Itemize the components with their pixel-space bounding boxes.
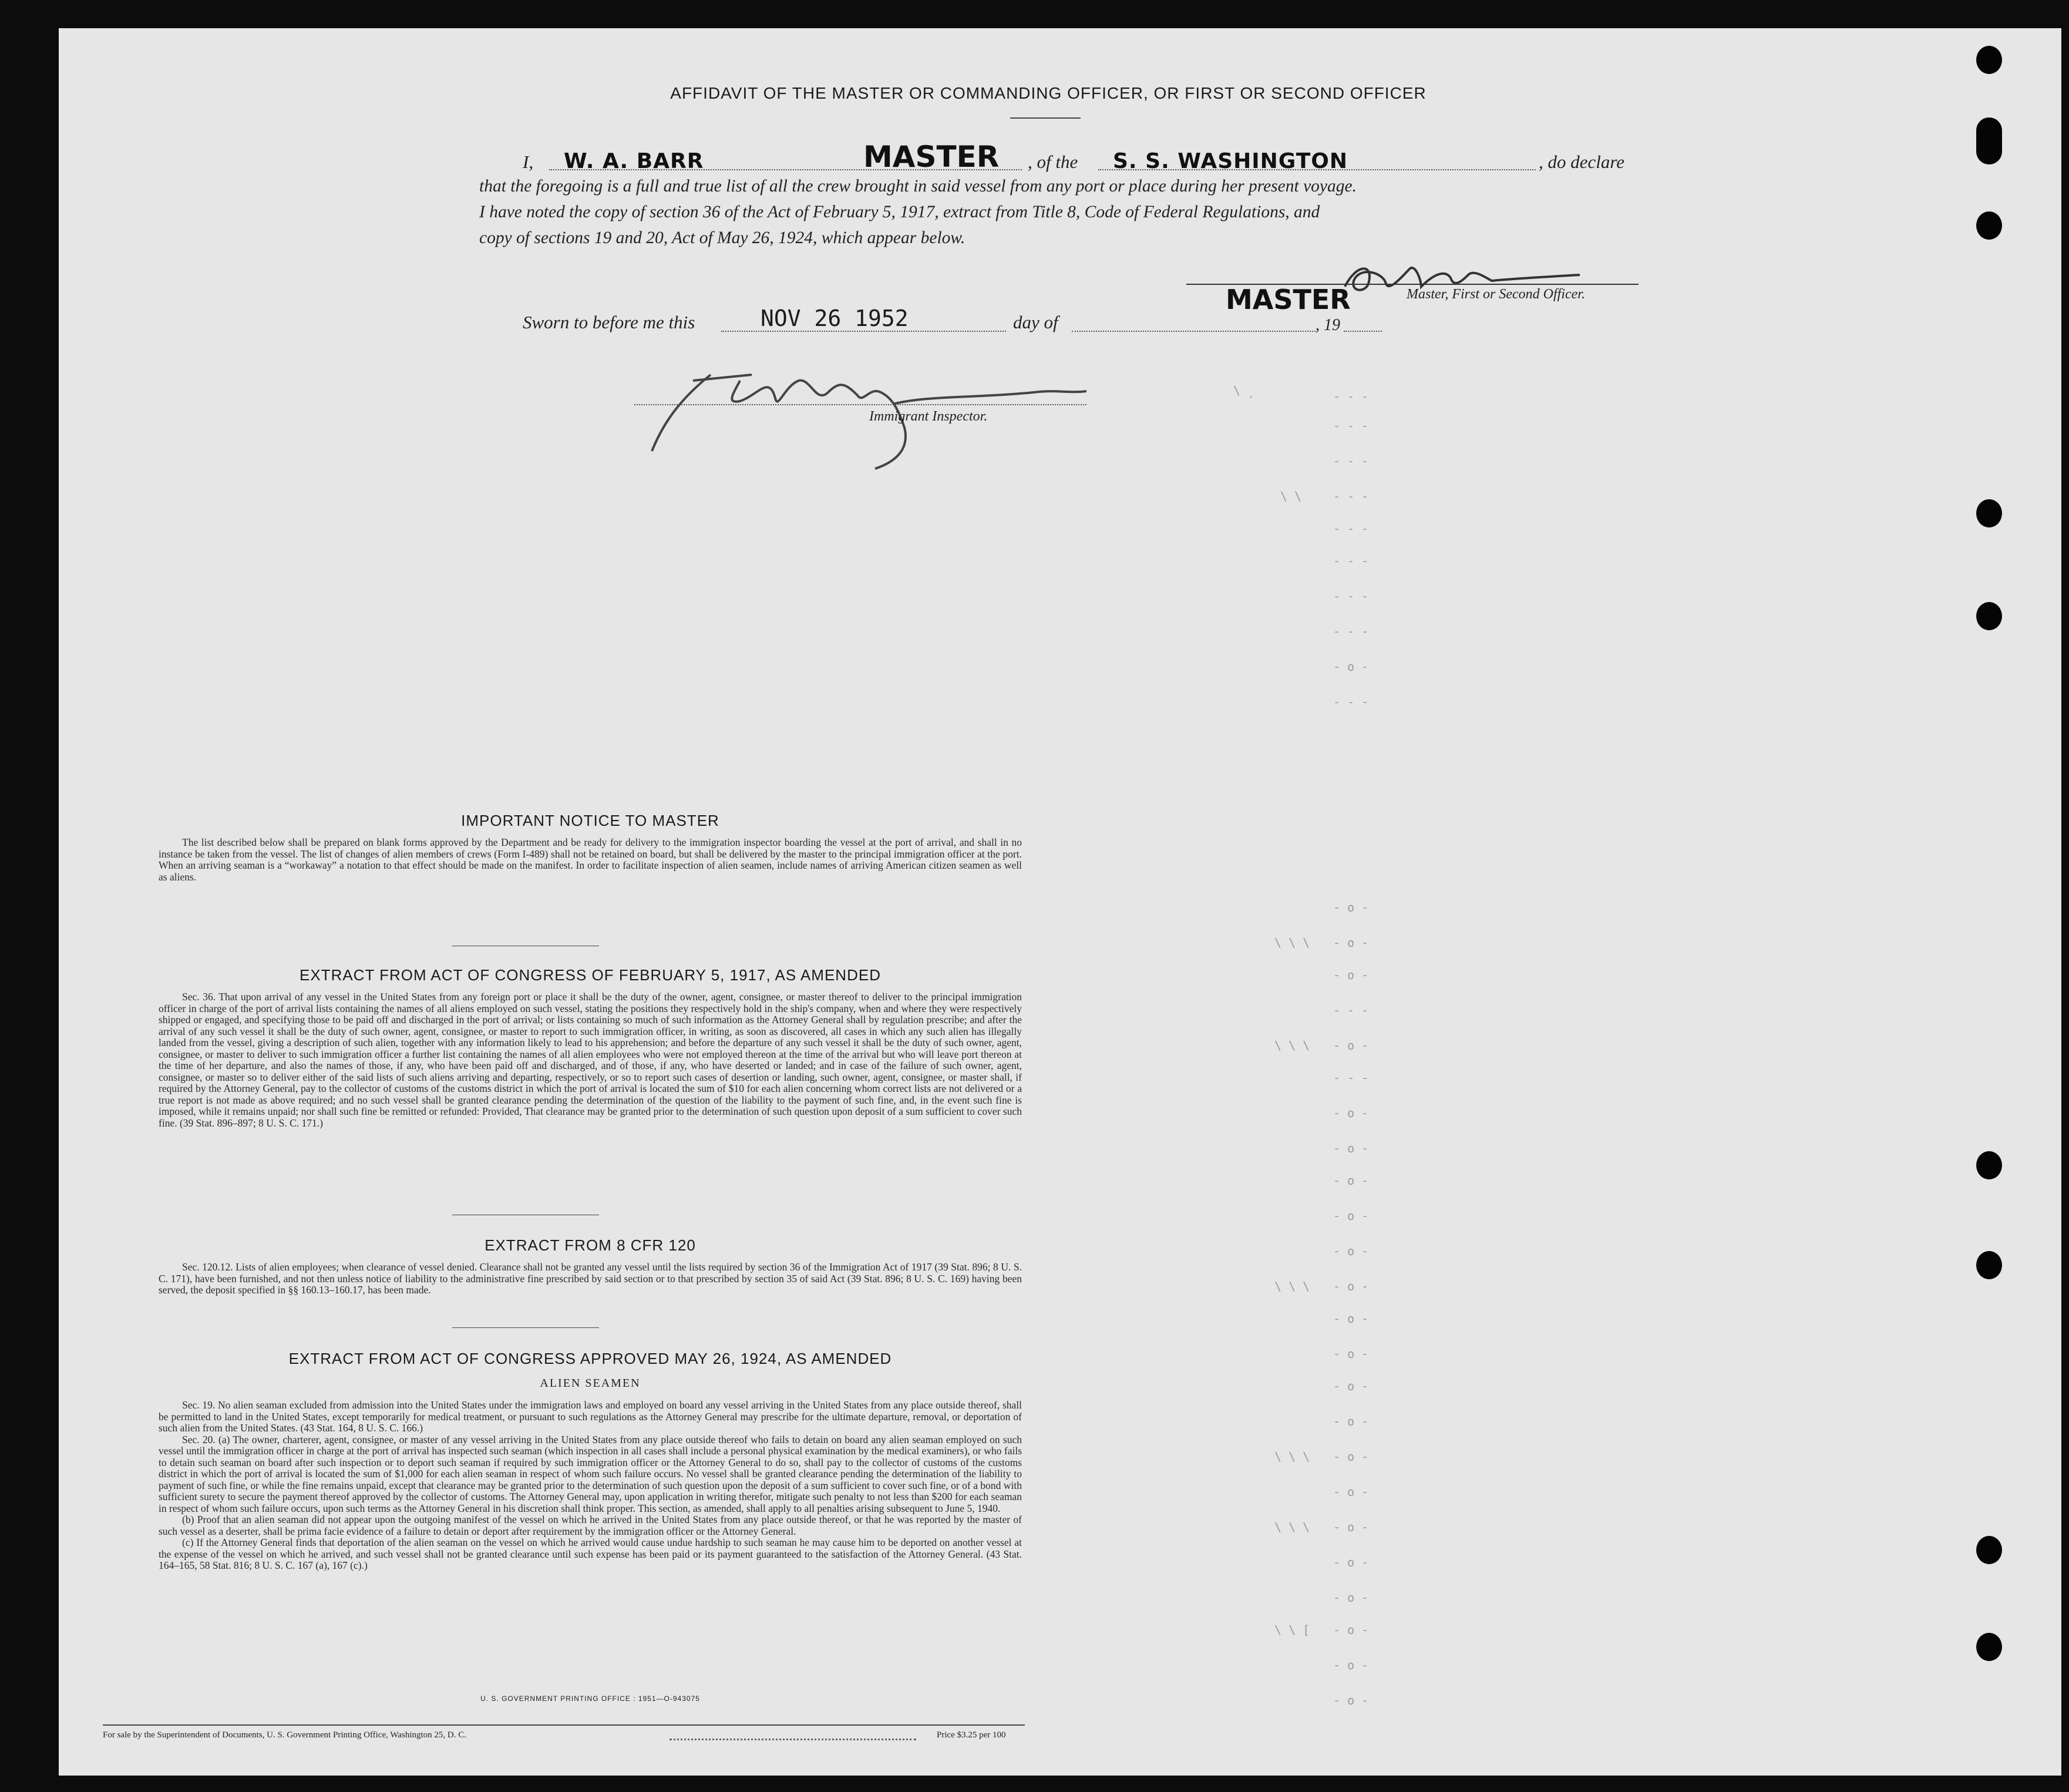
section-20c-paragraph: (c) If the Attorney General finds that deportation of the alien seaman on the vessel on which he arrived would cause undue hardship to such seaman he may cause him to be deported on another vessel at the expense of the vessel on which he arrived, and such vessel shall not be granted clearance until such expense has been paid or its payment guaranteed to the satisfaction of the Attorney General. (43 Stat. 164–165, 58 Stat. 816; 8 U. S. C. 167 (a), 167 (c).) (159, 1537, 1022, 1571)
punch-hole (1976, 117, 2002, 164)
notice-title: IMPORTANT NOTICE TO MASTER (461, 812, 719, 829)
vessel-name: S. S. WASHINGTON (1113, 149, 1348, 173)
inspector-signature (623, 339, 1104, 475)
extract-cfr-title: EXTRACT FROM 8 CFR 120 (485, 1236, 696, 1254)
signature-caption: Master, First or Second Officer. (1407, 287, 1585, 302)
extract-1917-title: EXTRACT FROM ACT OF CONGRESS OF FEBRUARY 5, 1917, AS AMENDED (300, 966, 881, 984)
sale-notice: For sale by the Superintendent of Documents, U. S. Government Printing Office, Washington 25, D. C. (103, 1730, 466, 1740)
punch-hole (1976, 1633, 2002, 1661)
extract-1924-title: EXTRACT FROM ACT OF CONGRESS APPROVED MAY 26, 1924, AS AMENDED (288, 1350, 892, 1367)
punch-hole (1976, 46, 2002, 74)
section-20b-paragraph: (b) Proof that an alien seaman did not appear upon the outgoing manifest of the vessel on which he arrived in the United States from any place outside thereof, or that he was reported by the master of such vessel as a deserter, shall be prima facie evidence of a failure to detain or deport after requirement by the immigration officer or the Attorney General. (159, 1514, 1022, 1537)
punch-hole (1976, 602, 2002, 630)
signature-rank-stamp: MASTER (1226, 284, 1351, 315)
affidavit-prefix: I, (523, 152, 534, 172)
do-declare-text: , do declare (1539, 152, 1625, 172)
section-36-paragraph: Sec. 36. That upon arrival of any vessel in the United States from any foreign port or place it shall be the duty of the owner, agent, consignee, or master thereof to deliver to the principal immigration officer in charge of the port of arrival lists containing the names of all aliens employed on such vessel, stating the positions they respectively hold in the ship's company, when and where they were respectively shipped or engaged, and specifying those to be paid off and discharged in the port of arrival; or lists containing so much of such information as the Attorney General shall by regulation prescribe; and after the arrival of any such vessel it shall be the duty of such owner, agent, consignee, or master to report to such immigration officer, in writing, as soon as discovered, all cases in which any such alien has illegally landed from the vessel, giving a description of such alien, together with any information likely to lead to his apprehension; and before the departure of any such vessel it shall be the duty of such owner, agent, consignee, or master to deliver to such immigration officer a further list containing the names of all alien employees who were not employed thereon at the time of the arrival but who will leave port thereon at the time of her departure, and also the names of those, if any, who have been paid off and discharged, and of those, if any, who have deserted or landed; and in case of the failure of such owner, agent, consignee, or master so to deliver either of the said lists of such aliens arriving and departing, respectively, or so to report such cases of desertion or landing, such owner, agent, consignee, or master shall, if required by the Attorney General, pay to the collector of customs of the customs district in which the port of arrival is located the sum of $10 for each alien concerning whom correct lists are not delivered or a true report is not made as above required; and no such vessel shall be granted clearance pending the determination of the question of the liability to the payment of such fine, and, in the event such fine is imposed, while it remains unpaid; nor shall such fine be remitted or refunded: Provided, That clearance may be granted prior to the determination of such question upon deposit of a sum sufficient to cover such fine. (39 Stat. 896–897; 8 U. S. C. 171.) (159, 991, 1022, 1129)
sworn-date-stamp: NOV 26 1952 (761, 305, 909, 331)
title-divider (1010, 117, 1081, 119)
punch-hole (1976, 211, 2002, 240)
price-notice: Price $3.25 per 100 (937, 1730, 1006, 1740)
section-20a-paragraph: Sec. 20. (a) The owner, charterer, agent, consignee, or master of any vessel arriving in the United States from any place outside thereof who fails to detain on board any alien seaman employed on such vessel until the immigration officer in charge at the port of arrival has inspected such seaman (which inspection in all cases shall include a personal physical examination by the medical examiners), or who fails to detain such seaman on board after such inspection or to deport such seaman if required by such immigration officer or the Attorney General to do so, shall pay to the collector of customs of the customs district in which the port of arrival is located the sum of $1,000 for each alien seaman in respect of whom such failure occurs. No vessel shall be granted clearance pending the determination of the liability to payment of such fine, or while the fine remains unpaid, except that clearance may be granted prior to the determination of such question upon the deposit of a sum sufficient to cover such fine, or of a bond with sufficient surety to secure the payment thereof approved by the collector of customs. The Attorney General may, upon application in writing therefor, mitigate such penalty to not less than $200 for each seaman in respect of whom such failure occurs, upon such terms as the Attorney General in his discretion shall think proper. This section, as amended, shall apply to all penalties arising subsequent to June 5, 1940. (159, 1433, 1022, 1514)
punch-hole (1976, 499, 2002, 527)
affidavit-line-4: copy of sections 19 and 20, Act of May 26, 1924, which appear below. (479, 228, 965, 247)
footer-rule (103, 1724, 1025, 1726)
of-the-text: , of the (1028, 152, 1078, 172)
extract-cfr-text (159, 1262, 1022, 1296)
sale-leader-dots (670, 1739, 916, 1740)
affidavit-title: AFFIDAVIT OF THE MASTER OR COMMANDING OFFICER, OR FIRST OR SECOND OFFICER (670, 84, 1427, 102)
gpo-imprint: U. S. GOVERNMENT PRINTING OFFICE : 1951—O-943075 (480, 1695, 700, 1703)
affidavit-line-2: that the foregoing is a full and true list of all the crew brought in said vessel from any port or place during her present voyage. (479, 177, 1357, 196)
year-prefix: , 19 (1316, 316, 1340, 334)
punch-hole (1976, 1151, 2002, 1179)
divider (452, 1327, 599, 1328)
punch-hole (1976, 1536, 2002, 1564)
affidavit-line-3: I have noted the copy of section 36 of the Act of February 5, 1917, extract from Title 8, Code of Federal Regulations, and (479, 203, 1320, 221)
extract-1924-text (159, 1400, 1022, 1572)
master-rank-stamp: MASTER (863, 140, 1000, 174)
punch-hole (1976, 1251, 2002, 1279)
year-field-line (1344, 331, 1382, 332)
document-page: AFFIDAVIT OF THE MASTER OR COMMANDING OFFICER, OR FIRST OR SECOND OFFICER I, W. A. BARR MASTER , of the S. S. WASHINGTON , do declare that the foregoing is a full and true list of all the crew brought in said vessel from any port or place during her present voyage. I have noted the copy of section 36 of the Act of February 5, 1917, extract from Title 8, Code of Federal Regulations, and copy of sections 19 and 20, Act of May 26, 1924, which appear below. MASTER Master, First or Second Officer. Sworn to before me this NOV 26 1952 day of , 19 Immigrant Inspector. IMPORTANT NOTICE TO MASTER The list described below shall be prepared on blank forms approved by the Department and be ready for delivery to the immigration inspector boarding the vessel at the port of arrival, and shall in no instance be taken from the vessel. The list of changes of alien members of crews (Form I-489) shall not be retained on board, but shall be delivered by the master to the principal immigration officer at the port. When an arriving seaman is a “workaway” a notation to that effect should be made on the manifest. In order to facilitate inspection of alien seamen, include names of arriving American citizen seamen as well as aliens. EXTRACT FROM ACT OF CONGRESS OF FEBRUARY 5, 1917, AS AMENDED Sec. 36. That upon arrival of any vessel in the United States from any foreign port or place it shall be the duty of the owner, agent, consignee, or master thereof to deliver to the principal immigration officer in charge of the port of arrival lists containing the names of all aliens employed on such vessel, stating the positions they respectively hold in the ship's company, when and where they were respectively shipped or engaged, and specifying those to be paid off and discharged in the port of arrival; or lists containing so much of such information as the Attorney General shall by regulation prescribe; and after the arrival of any such vessel it shall be the duty of such owner, agent, consignee, or master to report to such immigration officer, in writing, as soon as discovered, all cases in which any such alien has illegally landed from the vessel, giving a description of such alien, together with any information likely to lead to his apprehension; and before the departure of any such vessel it shall be the duty of such owner, agent, consignee, or master to deliver to such immigration officer a further list containing the names of all alien employees who were not employed thereon at the time of the arrival but who will leave port thereon at the time of her departure, and also the names of those, if any, who have been paid off and discharged, and of those, if any, who have deserted or landed; and in case of the failure of such owner, agent, consignee, or master so to deliver either of the said lists of such aliens arriving and departing, respectively, or so to report such cases of desertion or landing, such owner, agent, consignee, or master shall, if required by the Attorney General, pay to the collector of customs of the customs district in which the port of arrival is located the sum of $10 for each alien concerning whom correct lists are not delivered or a true report is not made as above required; and no such vessel shall be granted clearance pending the determination of the question of the liability to the payment of such fine, and, in the event such fine is imposed, while it remains unpaid; nor shall such fine be remitted or refunded: Provided, That clearance may be granted prior to the determination of such question upon deposit of a sum sufficient to cover such fine. (39 Stat. 896–897; 8 U. S. C. 171.) EXTRACT FROM 8 CFR 120 Sec. 120.12. Lists of alien employees; when clearance of vessel denied. Clearance shall not be granted any vessel until the lists required by section 36 of the Immigration Act of 1917 (39 Stat. 896; 8 U. S. C. 171), have been furnished, and not then unless notice of liability to the administrative fine prescribed by said section or to that prescribed by section 35 of said Act (39 Stat. 896; 8 U. S. C. 169) having been served, the deposit specified in §§ 160.13–160.17, has been made. EXTRACT FROM ACT OF CONGRESS APPROVED MAY 26, 1924, AS AMENDED ALIEN SEAMEN Sec. 19. No alien seaman excluded from admission into the United States under the immigration laws and employed on board any vessel arriving in the United States from any place outside thereof, shall be permitted to land in the United States, except temporarily for medical treatment, or pursuant to such regulations as the Attorney General may prescribe for the ultimate departure, removal, or deportation of such alien from the United States. (43 Stat. 164, 8 U. S. C. 166.) Sec. 20. (a) The owner, charterer, agent, consignee, or master of any vessel arriving in the United States from any place outside thereof who fails to detain on board any alien seaman employed on such vessel until the immigration officer in charge at the port of arrival has inspected such seaman (which inspection in all cases shall include a personal physical examination by the medical examiners), or who fails to detain such seaman on board after such inspection or to deport such seaman if required by such immigration officer or the Attorney General to do so, shall pay to the collector of customs of the customs district in which the port of arrival is located the sum of $1,000 for each alien seaman in respect of whom such failure occurs. No vessel shall be granted clearance pending the determination of the liability to payment of such fine, or while the fine remains unpaid, except that clearance may be granted prior to the determination of such question upon the deposit of a sum sufficient to cover such fine, or of a bond with sufficient surety to secure the payment thereof approved by the collector of customs. The Attorney General may, upon application in writing therefor, mitigate such penalty to not less than $200 for each seaman in respect of whom such failure occurs, upon such terms as the Attorney General in his discretion shall think proper. This section, as amended, shall apply to all penalties arising subsequent to June 5, 1940. (b) Proof that an alien seaman did not appear upon the outgoing manifest of the vessel on which he arrived in the United States from any place outside thereof, or that he was reported by the master of such vessel as a deserter, shall be prima facie evidence of a failure to detain or deport after requirement by the immigration officer or the Attorney General. (c) If the Attorney General finds that deportation of the alien seaman on the vessel on which he arrived would cause undue hardship to such seaman he may cause him to be deported on another vessel at the expense of the vessel on which he arrived, and such vessel shall not be granted clearance until such expense has been paid or its payment guaranteed to the satisfaction of the Attorney General. (43 Stat. 164–165, 58 Stat. 816; 8 U. S. C. 167 (a), 167 (c).) U. S. GOVERNMENT PRINTING OFFICE : 1951—O-943075 For sale by the Superintendent of Documents, U. S. Government Printing Office, Washington 25, D. C. Price $3.25 per 100 \ ˏ - - - - - - - - - \ \ - - - - - - - - - - - - - - - - o - - - - - o - \ \ \ - o - - o - - - - \ \ \ - o - - - - - o - - o - - o - - o - - o - \ \ \ - o - - o - - o - - o - - o - \ \ \ - o - - o - \ \ \ - o - - o - - o - \ \ [ - o - - o - - o - (59, 28, 2061, 1776)
section-19-paragraph: Sec. 19. No alien seaman excluded from admission into the United States under the immigration laws and employed on board any vessel arriving in the United States from any place outside thereof, shall be permitted to land in the United States, except temporarily for medical treatment, or pursuant to such regulations as the Attorney General may prescribe for the ultimate departure, removal, or deportation of such alien from the United States. (43 Stat. 164, 8 U. S. C. 166.) (159, 1399, 1022, 1434)
inspector-caption: Immigrant Inspector. (869, 409, 988, 424)
day-of-text: day of (1013, 312, 1058, 332)
section-120-12-paragraph: Sec. 120.12. Lists of alien employees; when clearance of vessel denied. Clearance shall not be granted any vessel until the lists required by section 36 of the Immigration Act of 1917 (39 Stat. 896; 8 U. S. C. 171), have been furnished, and not then unless notice of liability to the administrative fine prescribed by said section or to that prescribed by section 35 of said Act (39 Stat. 896; 8 U. S. C. 169) having been served, the deposit specified in §§ 160.13–160.17, has been made. (159, 1261, 1022, 1296)
alien-seamen-subtitle: ALIEN SEAMEN (540, 1377, 641, 1390)
extract-1917-text (159, 991, 1022, 1129)
notice-text (159, 837, 1022, 883)
sworn-prefix: Sworn to before me this (523, 312, 695, 332)
inspector-signature-line (634, 404, 1086, 405)
master-name: W. A. BARR (564, 149, 704, 173)
notice-paragraph: The list described below shall be prepared on blank forms approved by the Department and be ready for delivery to the immigration inspector boarding the vessel at the port of arrival, and shall in no instance be taken from the vessel. The list of changes of alien members of crews (Form I-489) shall not be retained on board, but shall be delivered by the master to the principal immigration officer at the port. When an arriving seaman is a “workaway” a notation to that effect should be made on the manifest. In order to facilitate inspection of alien seamen, include names of arriving American citizen seamen as well as aliens. (159, 836, 1022, 883)
month-field-line (1072, 331, 1316, 332)
